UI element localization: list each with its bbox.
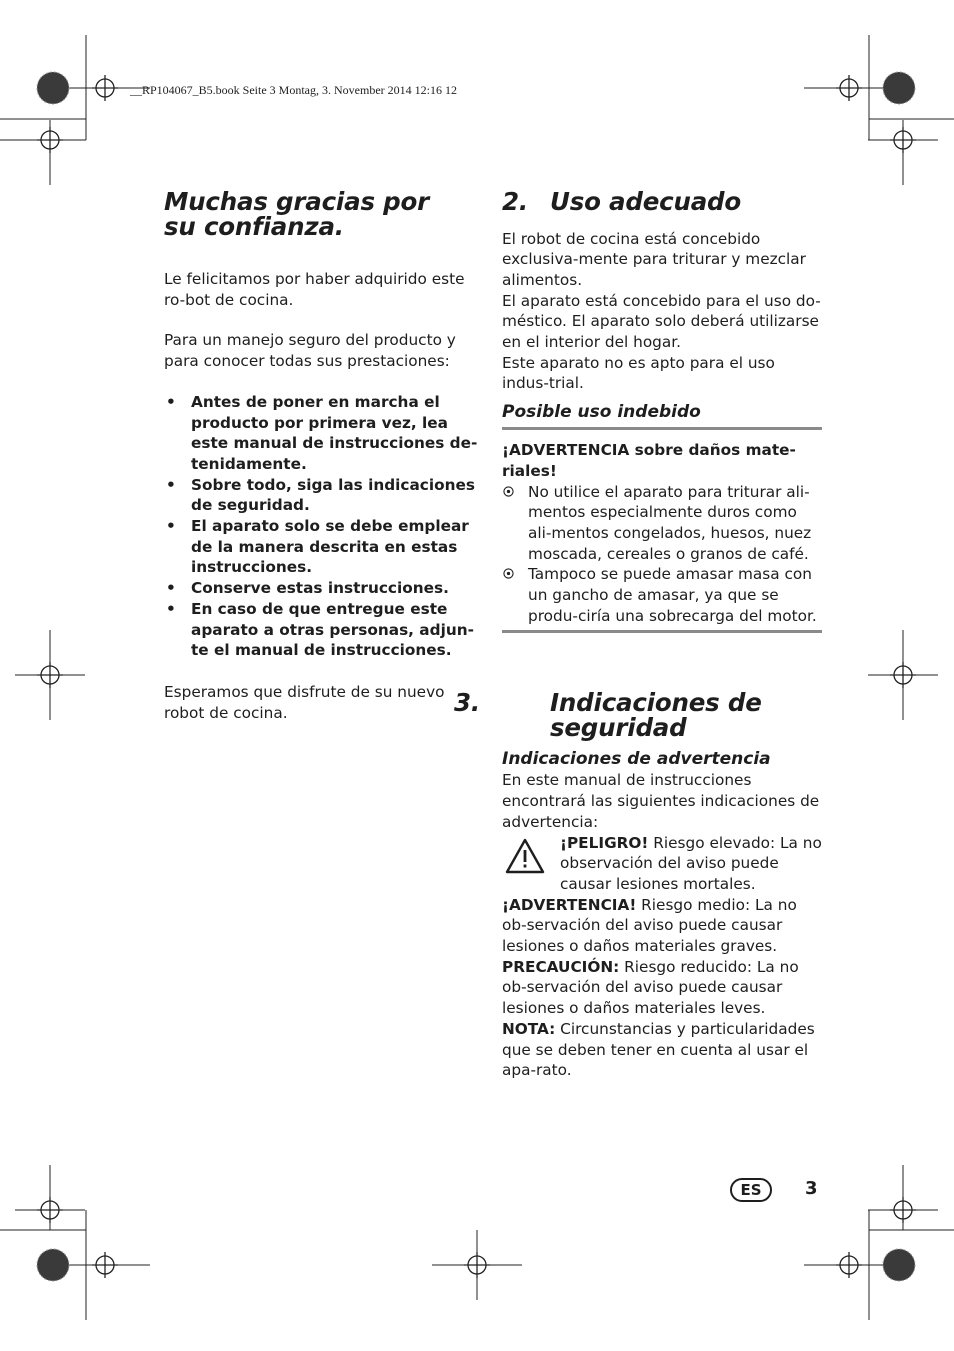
section-3-title-line1: Indicaciones de: [550, 688, 762, 718]
domestic-use-paragraph: El aparato está concebido para el uso do-méstico. El aparato solo deberá utilizarse en el interior del hogar.: [502, 291, 821, 352]
intro-paragraph: Le felicitamos por haber adquirido este ro-bot de cocina.: [164, 270, 465, 309]
closing-paragraph: Esperamos que disfrute de su nuevo robot de cocina.: [164, 682, 445, 722]
list-item: • Conserve estas instrucciones.: [164, 578, 484, 599]
left-column: [164, 187, 484, 723]
list-item: • Sobre todo, siga las indicaciones de seguridad.: [164, 475, 484, 516]
misuse-subheading: Posible uso indebido: [502, 402, 701, 423]
list-item: • Antes de poner en marcha el producto por primera vez, lea este manual de instrucciones de-tenidamente.: [164, 392, 484, 475]
caution-text: Riesgo reducido: La no ob-servación del aviso puede causar lesiones o daños materiales leves.: [502, 957, 799, 1018]
language-badge: ES: [730, 1178, 772, 1202]
note-text: Circunstancias y particularidades que se deben tener en cuenta al usar el apa-rato.: [502, 1019, 815, 1080]
section-3-title-line2: seguridad: [550, 712, 687, 742]
warning-label: ¡ADVERTENCIA!: [502, 895, 637, 914]
key-instructions-list: [164, 392, 484, 661]
warning-title: ¡ADVERTENCIA sobre daños mate-riales!: [502, 441, 796, 480]
thanks-title: Muchas gracias por su confianza.: [164, 187, 430, 241]
intended-use-paragraph: El robot de cocina está concebido exclusiva-mente para triturar y mezclar alimentos.: [502, 229, 806, 289]
target-bullet-icon: [503, 486, 514, 497]
safety-intro-paragraph: Para un manejo seguro del producto y para conocer todas sus prestaciones:: [164, 331, 456, 371]
list-item: • El aparato solo se debe emplear de la manera descrita en estas instrucciones.: [164, 516, 484, 578]
industrial-use-paragraph: Este aparato no es apto para el uso indus-trial.: [502, 353, 775, 393]
print-slug: __RP104067_B5.book Seite 3 Montag, 3. November 2014 12:16 12: [130, 83, 457, 97]
section-2-number: 2.: [502, 187, 528, 216]
caution-label: PRECAUCIÓN:: [502, 957, 620, 976]
danger-notice: [502, 833, 822, 895]
note-label: NOTA:: [502, 1019, 556, 1038]
danger-label: ¡PELIGRO!: [560, 833, 649, 852]
note-notice: [502, 1019, 822, 1081]
misuse-list: [502, 482, 822, 627]
caution-notice: [502, 957, 822, 1019]
list-item: • En caso de que entregue este aparato a otras personas, adjun-te el manual de instrucciones.: [164, 599, 484, 661]
section-3-heading: [454, 688, 822, 742]
list-item: Tampoco se puede amasar masa con un gancho de amasar, ya que se produ-ciría una sobrecarga del motor.: [502, 564, 822, 626]
list-item: No utilice el aparato para triturar ali-mentos especialmente duros como ali-mentos congelados, huesos, nuez moscada, cereales o granos de café.: [502, 482, 822, 565]
warning-notice: [502, 895, 822, 957]
warning-triangle-icon: [504, 837, 546, 875]
target-bullet-icon: [503, 568, 514, 579]
material-damage-warning-box: [502, 427, 822, 633]
right-column: [454, 187, 822, 1081]
section-3-number: 3.: [454, 688, 480, 718]
section-2-title: Uso adecuado: [550, 187, 741, 216]
warning-notes-subheading: Indicaciones de advertencia: [502, 749, 771, 770]
section-2-heading: [502, 187, 822, 216]
danger-text: Riesgo elevado: La no observación del aviso puede causar lesiones mortales.: [560, 833, 822, 893]
warning-notes-intro: En este manual de instrucciones encontrará las siguientes indicaciones de advertencia:: [502, 771, 820, 831]
page-number: 3: [805, 1178, 818, 1199]
warning-text: Riesgo medio: La no ob-servación del aviso puede causar lesiones o daños materiales graves.: [502, 895, 797, 956]
